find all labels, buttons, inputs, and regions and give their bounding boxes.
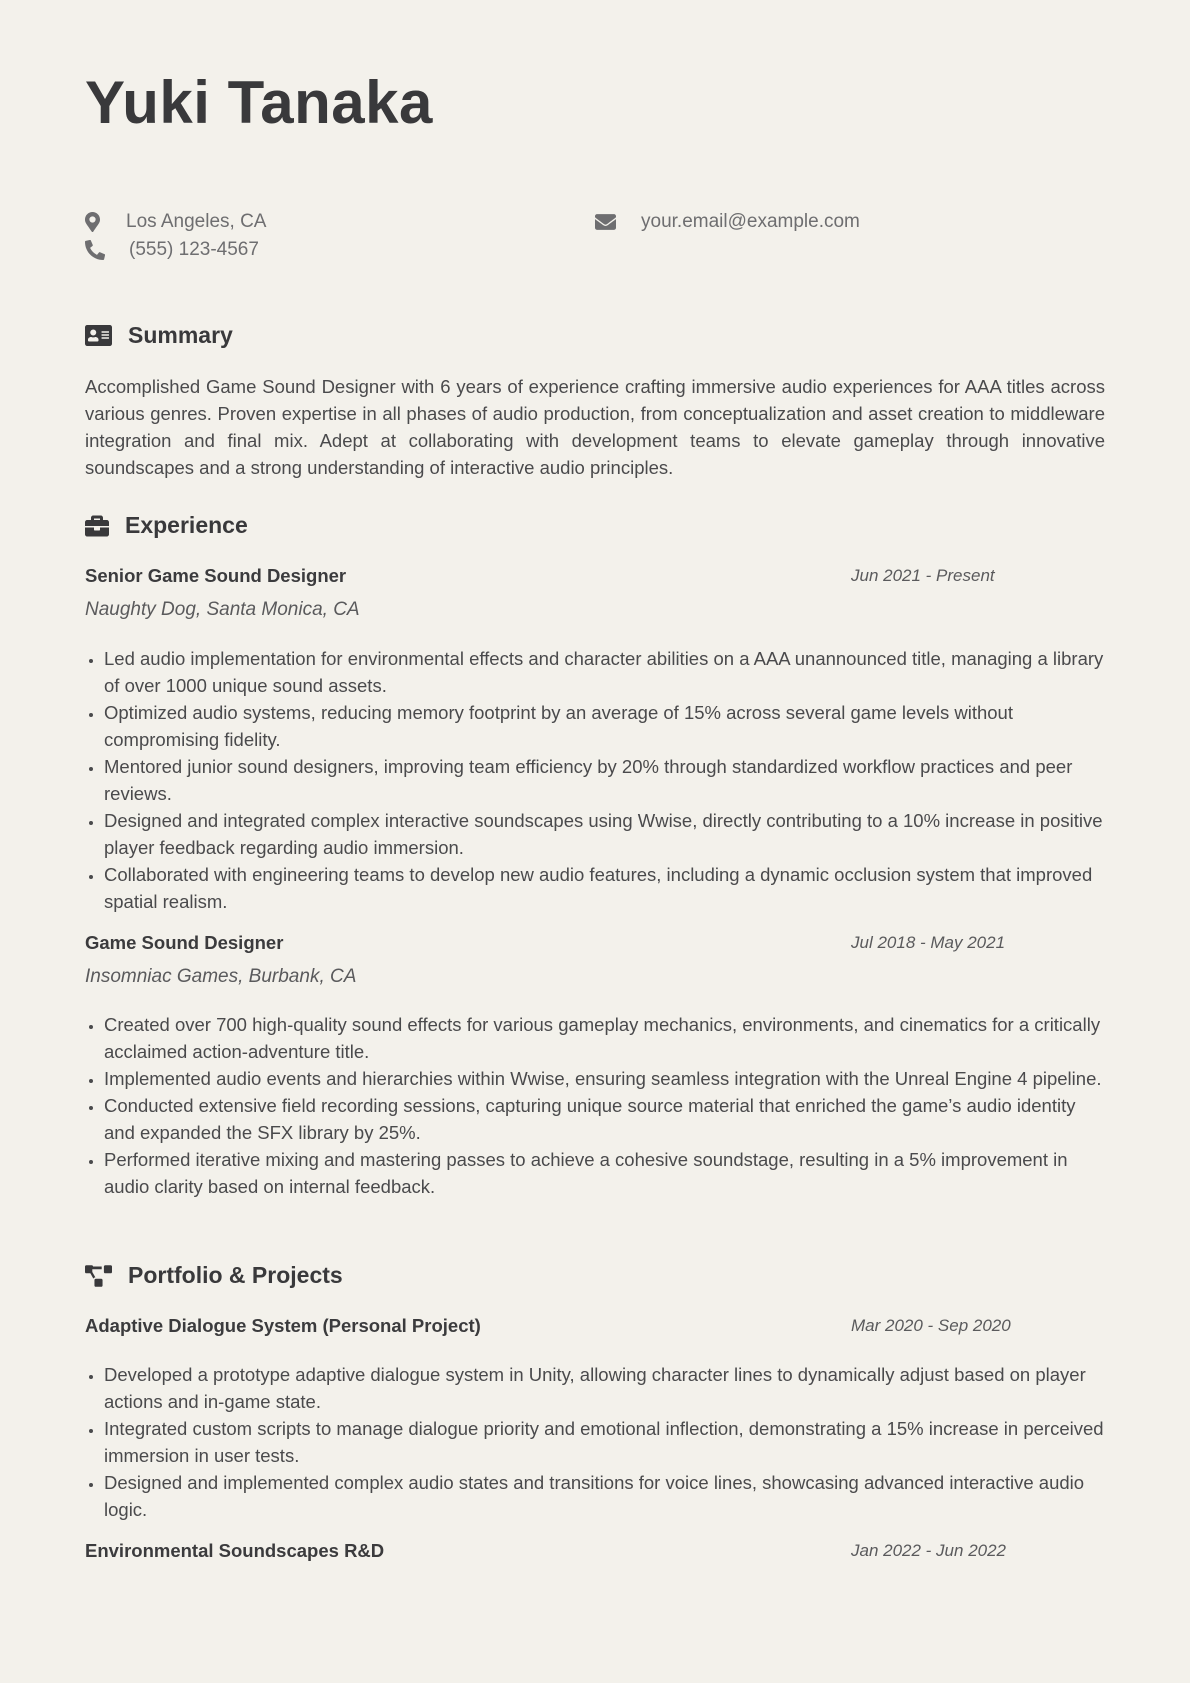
bullet-item: • Designed and integrated complex interactive soundscapes using Wwise, directly contributing to a 10% increase in positive player feedback regarding audio immersion.: [104, 807, 1105, 861]
bullet-item: • Led audio implementation for environmental effects and character abilities on a AAA unannounced title, managing a library of over 1000 unique sound assets.: [104, 645, 1105, 699]
project-date: Mar 2020 - Sep 2020: [851, 1316, 1011, 1335]
briefcase-icon: [85, 515, 109, 537]
email-text[interactable]: your.email@example.com: [641, 211, 860, 232]
project-diagram-icon: [85, 1265, 112, 1287]
phone-text[interactable]: (555) 123-4567: [129, 239, 259, 260]
projects-title: Portfolio & Projects: [128, 1262, 343, 1288]
bullet-item: • Integrated custom scripts to manage dialogue priority and emotional inflection, demonstrating a 15% increase in perceived immersion in user tests.: [104, 1415, 1105, 1469]
contact-phone: [85, 239, 259, 261]
bullet-item: • Optimized audio systems, reducing memory footprint by an average of 15% across several game levels without compromising fidelity.: [104, 699, 1105, 753]
map-marker-icon: [85, 212, 100, 232]
job-bullets: [85, 1011, 1105, 1200]
bullet-item: • Developed a prototype adaptive dialogue system in Unity, allowing character lines to dynamically adjust based on player actions and in-game state.: [104, 1361, 1105, 1415]
bullet-item: • Collaborated with engineering teams to develop new audio features, including a dynamic occlusion system that improved spatial realism.: [104, 861, 1105, 915]
job-date: Jun 2021 - Present: [851, 566, 995, 585]
bullet-item: • Performed iterative mixing and mastering passes to achieve a cohesive soundstage, resulting in a 5% improvement in audio clarity based on internal feedback.: [104, 1146, 1105, 1200]
id-card-icon: [85, 325, 112, 346]
project-date: Jan 2022 - Jun 2022: [851, 1541, 1007, 1560]
summary-title: Summary: [128, 322, 233, 348]
project-title: Adaptive Dialogue System (Personal Project): [85, 1315, 481, 1336]
summary-heading: [85, 322, 233, 349]
envelope-icon: [595, 214, 616, 230]
bullet-item: • Mentored junior sound designers, improving team efficiency by 20% through standardized workflow practices and peer reviews.: [104, 753, 1105, 807]
bullet-item: • Conducted extensive field recording sessions, capturing unique source material that enriched the game’s audio identity and expanded the SFX library by 25%.: [104, 1092, 1105, 1146]
job-date: Jul 2018 - May 2021: [851, 933, 1006, 952]
location-text: Los Angeles, CA: [126, 211, 267, 232]
bullet-item: • Created over 700 high-quality sound effects for various gameplay mechanics, environments, and cinematics for a critically acclaimed action-adventure title.: [104, 1011, 1105, 1065]
job-organization: Naughty Dog, Santa Monica, CA: [85, 599, 360, 620]
bullet-item: • Implemented audio events and hierarchies within Wwise, ensuring seamless integration with the Unreal Engine 4 pipeline.: [104, 1065, 1105, 1092]
job-bullets: [85, 645, 1105, 915]
contact-email: [595, 211, 860, 233]
contact-location: [85, 211, 266, 233]
bullet-item: • Designed and implemented complex audio states and transitions for voice lines, showcasing advanced interactive audio logic.: [104, 1469, 1105, 1523]
summary-text: Accomplished Game Sound Designer with 6 years of experience crafting immersive audio experiences for AAA titles across various genres. Proven expertise in all phases of audio production, from conceptualization and asset creation to middleware integration and final mix. Adept at collaborating with development teams to elevate gameplay through innovative soundscapes and a strong understanding of interactive audio principles.: [85, 376, 1105, 478]
candidate-name: Yuki Tanaka: [85, 69, 433, 136]
job-title: Senior Game Sound Designer: [85, 565, 347, 586]
project-title: Environmental Soundscapes R&D: [85, 1540, 385, 1561]
experience-heading: [85, 512, 248, 539]
job-organization: Insomniac Games, Burbank, CA: [85, 966, 357, 987]
job-title: Game Sound Designer: [85, 932, 284, 953]
project-bullets: [85, 1361, 1105, 1523]
experience-title: Experience: [125, 512, 248, 538]
phone-icon: [85, 240, 105, 260]
projects-heading: [85, 1262, 343, 1289]
